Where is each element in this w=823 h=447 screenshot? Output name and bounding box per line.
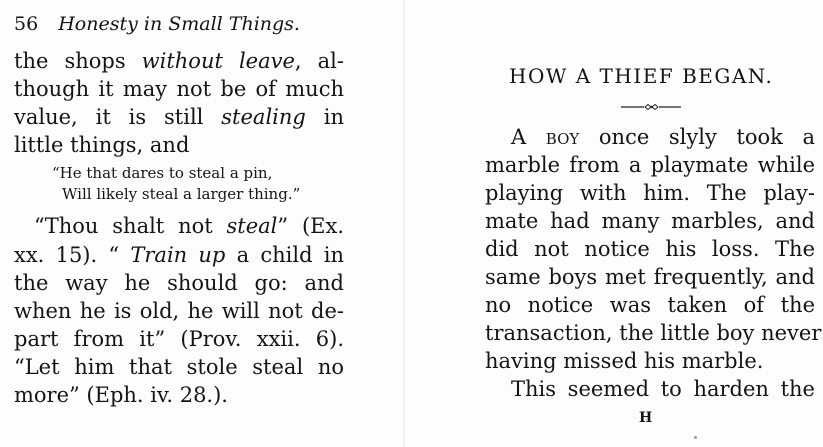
text-line: the way he should go: and <box>14 271 344 295</box>
text-line: more” (Eph. iv. 28.). <box>14 383 228 407</box>
text-line: mate had many marbles, and <box>485 209 815 233</box>
text-line: marble from a playmate while <box>485 153 815 177</box>
text-line: same boys met frequently, and <box>485 265 815 289</box>
chapter-title: HOW A THIEF BEGAN. <box>509 64 774 88</box>
running-head-title: Honesty in Small Things. <box>58 13 300 35</box>
text-line: “Thou shalt not steal” (Ex. <box>34 214 345 238</box>
text-line: though it may not be of much <box>14 77 344 101</box>
text-line: transaction, the little boy never <box>485 321 822 345</box>
text-line: having missed his marble. <box>485 349 764 373</box>
left-page <box>0 0 405 447</box>
paper-speck <box>694 436 697 439</box>
text-line: when he is old, he will not de- <box>14 299 344 323</box>
right-page <box>405 0 823 447</box>
page-number: 56 <box>14 13 39 35</box>
text-line: “Let him that stole steal no <box>14 355 344 379</box>
title-ornament-icon <box>621 103 681 111</box>
running-head <box>14 12 300 36</box>
text-line: This seemed to harden the <box>511 377 815 401</box>
text-line: part from it” (Prov. xxii. 6). <box>14 327 344 351</box>
text-line: no notice was taken of the <box>485 293 815 317</box>
verse-line: “He that dares to steal a pin, <box>52 164 273 182</box>
signature-mark: H <box>639 410 653 426</box>
text-line: little things, and <box>14 133 190 157</box>
text-line: A boy once slyly took a <box>511 125 815 149</box>
text-line: did not notice his loss. The <box>485 237 815 261</box>
text-line: xx. 15). “ Train up a child in <box>14 243 345 267</box>
text-line: value, it is still stealing in <box>14 105 344 129</box>
verse-line: Will likely steal a larger thing.” <box>62 185 301 203</box>
text-line: the shops without leave, al- <box>14 49 344 73</box>
text-line: playing with him. The play- <box>485 181 815 205</box>
